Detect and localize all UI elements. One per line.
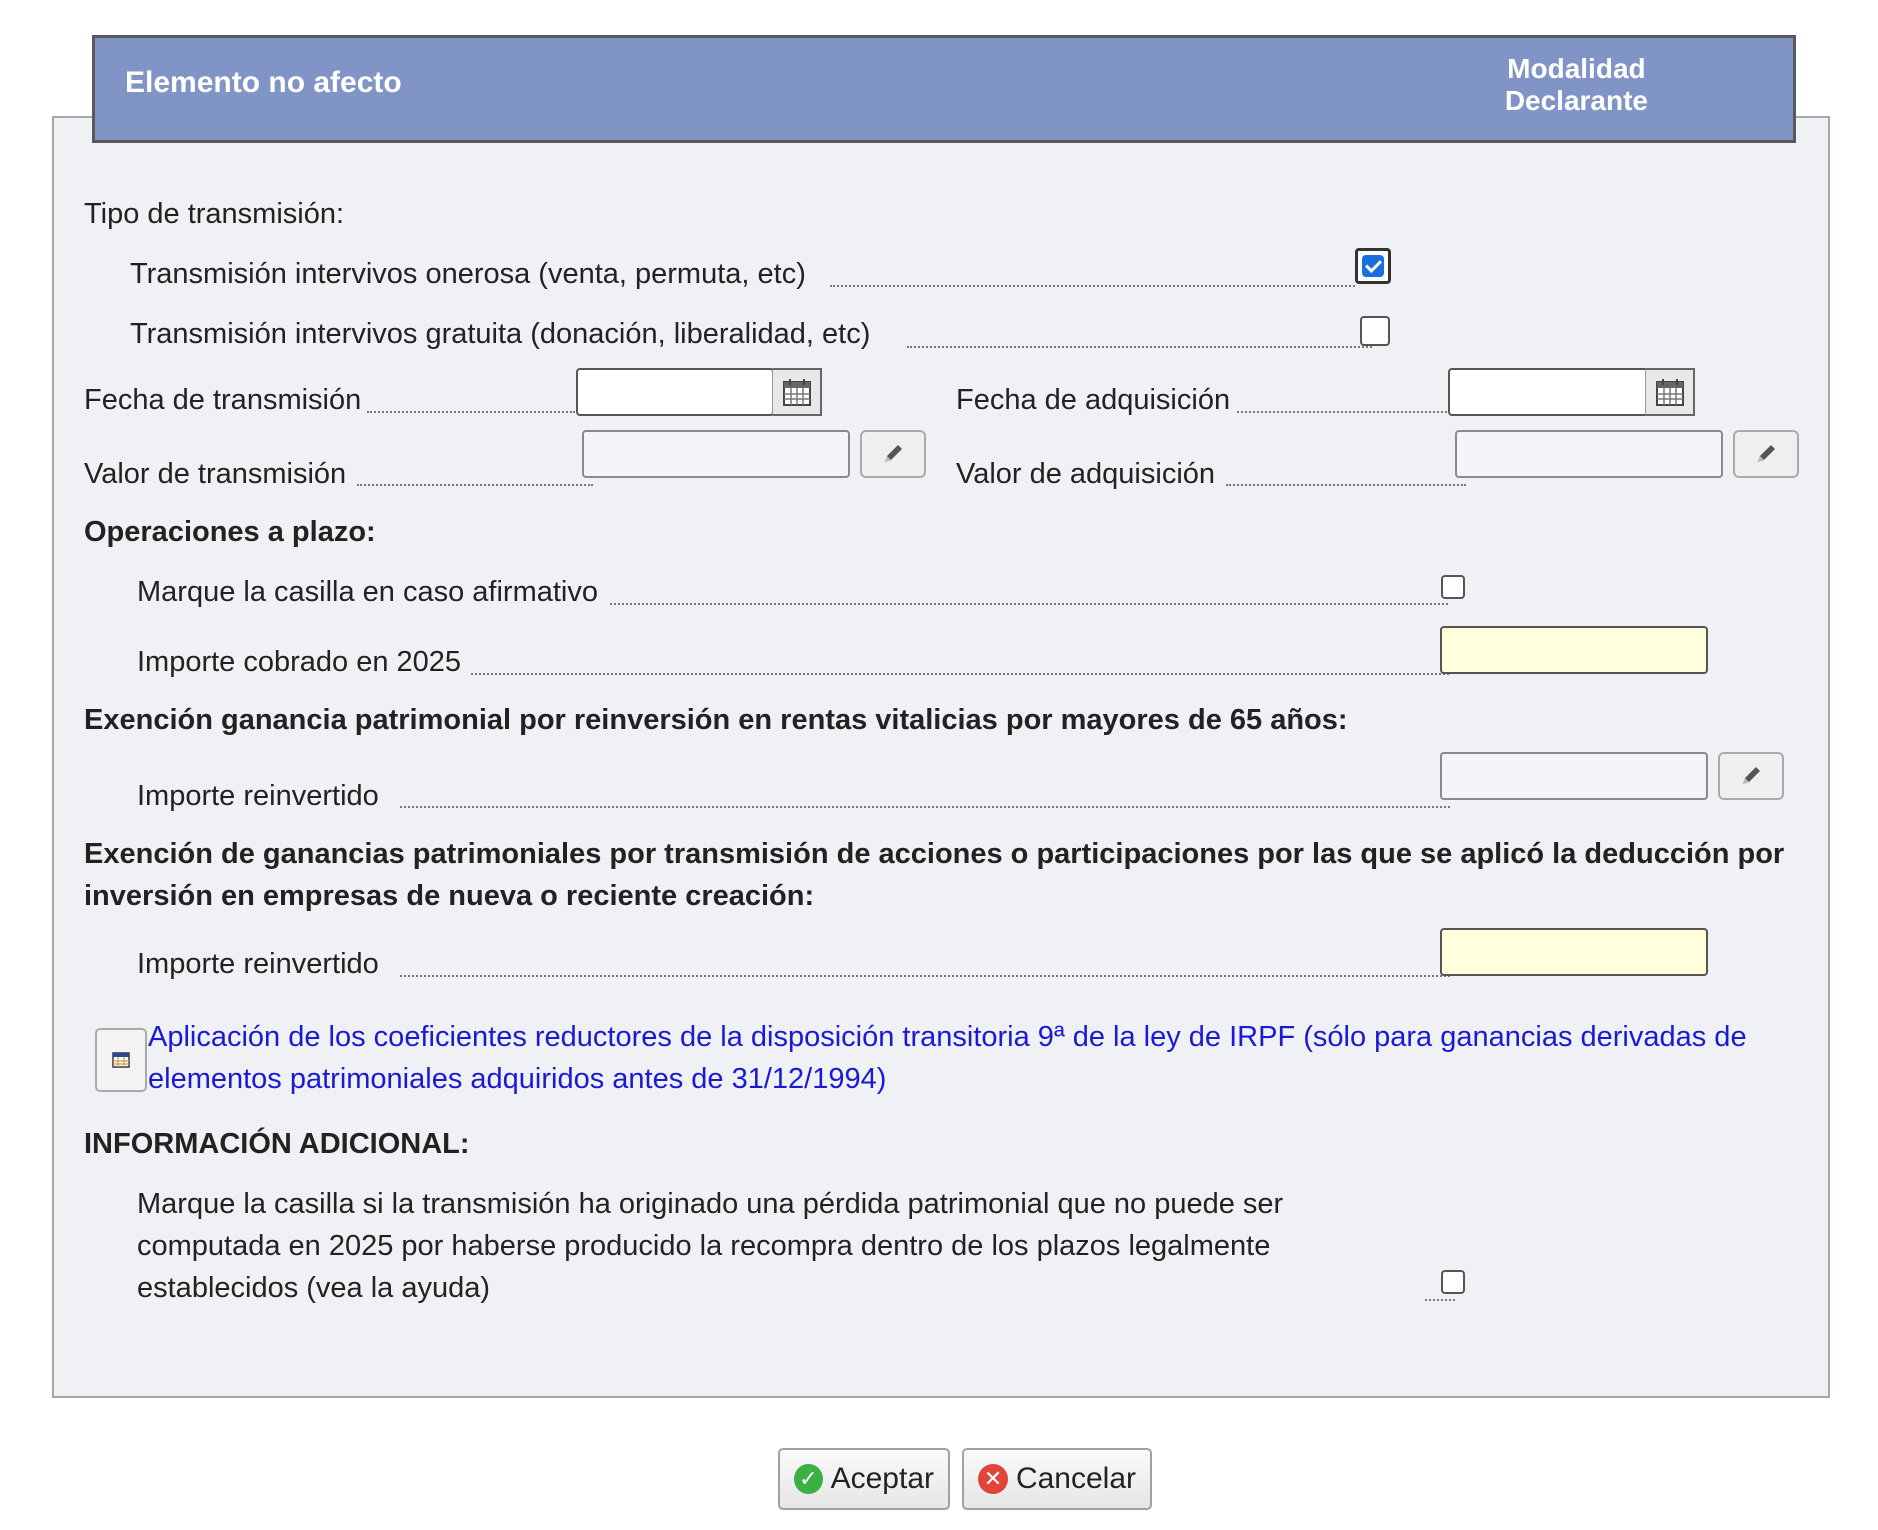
coeficientes-table-button[interactable] — [95, 1028, 147, 1092]
dots — [1237, 411, 1447, 413]
fecha-adquisicion-label: Fecha de adquisición — [956, 384, 1231, 416]
fecha-transmision-input[interactable] — [576, 368, 774, 416]
dots — [400, 975, 1450, 977]
header-declarante-label: Declarante — [1504, 85, 1648, 116]
plazo-importe-label: Importe cobrado en 2025 — [137, 646, 462, 678]
exencion-acciones-title-line2: inversión en empresas de nueva o reciente creación: — [84, 880, 815, 912]
info-recompra-checkbox[interactable] — [1441, 1270, 1465, 1294]
cancel-label: Cancelar — [1015, 1462, 1136, 1495]
header-title: Elemento no afecto — [125, 66, 402, 99]
valor-adquisicion-label: Valor de adquisición — [956, 458, 1216, 490]
importe-cobrado-input[interactable] — [1440, 626, 1708, 674]
fecha-adquisicion-calendar-button[interactable] — [1645, 368, 1695, 416]
plazo-title: Operaciones a plazo: — [84, 516, 376, 548]
header-bar — [92, 35, 1796, 143]
fecha-adquisicion-input[interactable] — [1448, 368, 1648, 416]
header-modalidad-label: Modalidad — [1507, 53, 1646, 84]
valor-adquisicion-edit-button[interactable] — [1733, 430, 1799, 478]
pencil-icon — [1753, 441, 1779, 467]
accept-button[interactable] — [778, 1448, 950, 1510]
dots — [471, 673, 1449, 675]
importe-reinvertido-acciones-input[interactable] — [1440, 928, 1708, 976]
valor-transmision-edit-button[interactable] — [860, 430, 926, 478]
info-adicional-title: INFORMACIÓN ADICIONAL: — [84, 1128, 470, 1160]
table-icon — [112, 1052, 130, 1068]
info-line2: computada en 2025 por haberse producido la recompra dentro de los plazos legalmente — [137, 1230, 1271, 1262]
valor-adquisicion-input[interactable] — [1455, 430, 1723, 478]
info-line3: establecidos (vea la ayuda) — [137, 1272, 491, 1304]
plazo-checkbox[interactable] — [1441, 575, 1465, 599]
dots — [1425, 1299, 1455, 1301]
accept-label: Aceptar — [830, 1462, 934, 1495]
calendar-icon — [1655, 377, 1685, 407]
exencion-acciones-importe-label: Importe reinvertido — [137, 948, 379, 980]
exencion-acciones-title-line1: Exención de ganancias patrimoniales por transmisión de acciones o participaciones por las que se aplicó la deducción por — [84, 838, 1785, 870]
valor-transmision-label: Valor de transmisión — [84, 458, 347, 490]
exencion-rentas-importe-label: Importe reinvertido — [137, 780, 379, 812]
fecha-transmision-label: Fecha de transmisión — [84, 384, 362, 416]
cancel-circle-icon: ✕ — [978, 1464, 1008, 1494]
dots — [400, 806, 1450, 808]
coeficientes-link-line1[interactable]: Aplicación de los coeficientes reductores de la disposición transitoria 9ª de la ley de IRPF (sólo para ganancias derivadas de — [148, 1021, 1747, 1053]
onerosa-checkbox[interactable] — [1355, 248, 1391, 284]
dots — [1226, 484, 1466, 486]
exencion-rentas-title: Exención ganancia patrimonial por reinversión en rentas vitalicias por mayores de 65 años: — [84, 704, 1348, 736]
gratuita-checkbox[interactable] — [1360, 316, 1390, 346]
dots — [907, 346, 1372, 348]
tipo-transmision-label: Tipo de transmisión: — [84, 198, 345, 230]
check-circle-icon: ✓ — [794, 1464, 823, 1494]
pencil-icon — [880, 441, 906, 467]
onerosa-label: Transmisión intervivos onerosa (venta, permuta, etc) — [130, 258, 806, 290]
dots — [357, 484, 593, 486]
plazo-marque-label: Marque la casilla en caso afirmativo — [137, 576, 598, 608]
valor-transmision-input[interactable] — [582, 430, 850, 478]
coeficientes-link-line2[interactable]: elementos patrimoniales adquiridos antes de 31/12/1994) — [148, 1063, 887, 1095]
dots — [610, 603, 1448, 605]
importe-reinvertido-edit-button[interactable] — [1718, 752, 1784, 800]
pencil-icon — [1738, 763, 1764, 789]
info-line1: Marque la casilla si la transmisión ha originado una pérdida patrimonial que no puede ser — [137, 1188, 1284, 1220]
check-icon — [1362, 255, 1384, 277]
fecha-transmision-calendar-button[interactable] — [772, 368, 822, 416]
dots — [367, 411, 575, 413]
header-modalidad — [1505, 53, 1648, 117]
gratuita-label: Transmisión intervivos gratuita (donación, liberalidad, etc) — [130, 318, 871, 350]
importe-reinvertido-rentas-input[interactable] — [1440, 752, 1708, 800]
dots — [830, 285, 1355, 287]
calendar-icon — [782, 377, 812, 407]
cancel-button[interactable] — [962, 1448, 1152, 1510]
